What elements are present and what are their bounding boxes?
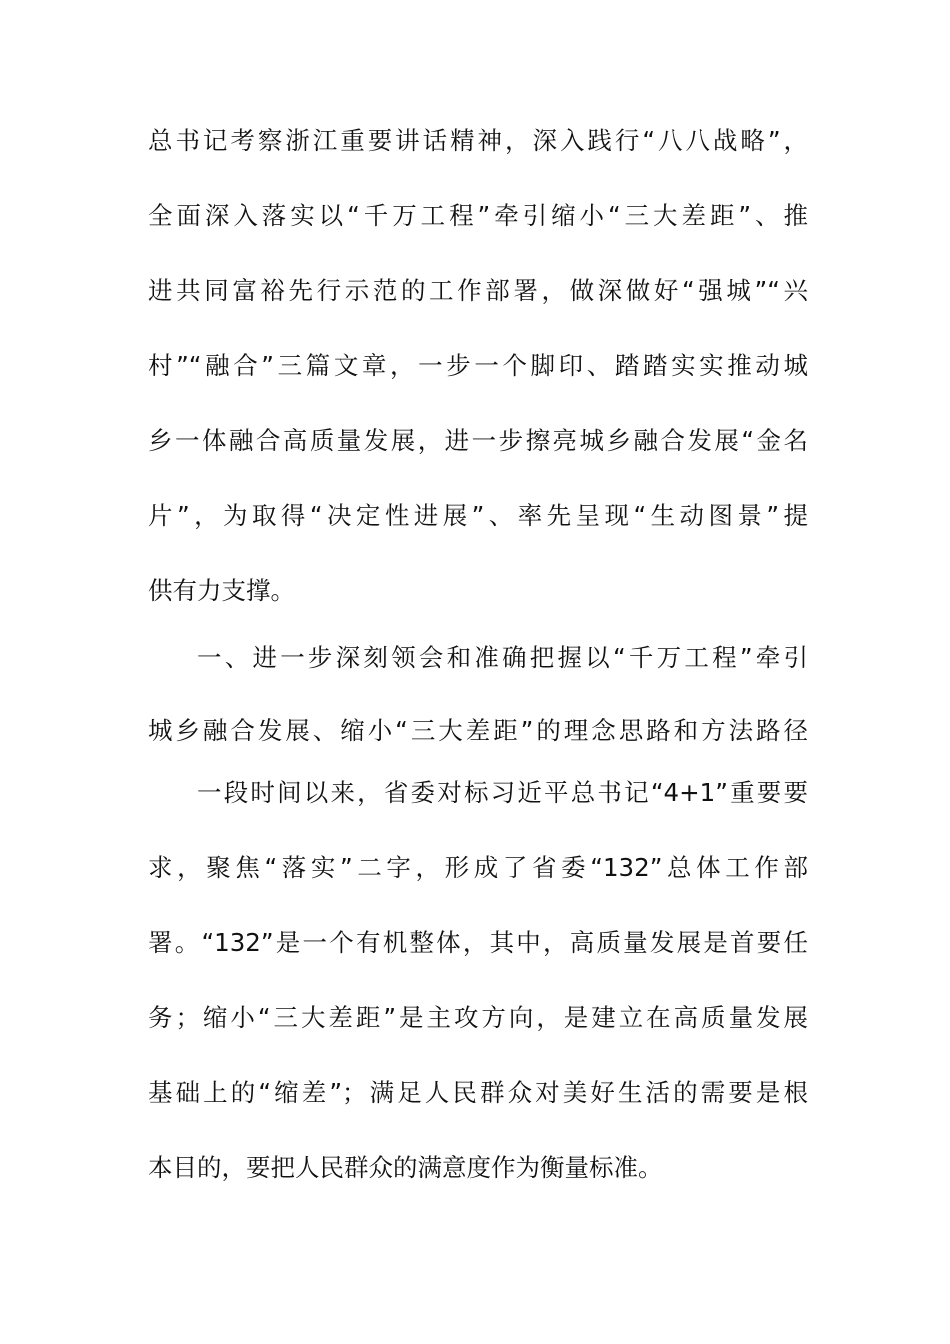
paragraph-2-line-4: 务；缩小“三大差距”是主攻方向，是建立在高质量发展 [148, 1003, 808, 1032]
paragraph-2-line-3: 署。“132”是一个有机整体，其中，高质量发展是首要任 [148, 928, 808, 957]
paragraph-1-line-6: 片”，为取得“决定性进展”、率先呈现“生动图景”提 [148, 501, 808, 530]
paragraph-2-line-5: 基础上的“缩差”；满足人民群众对美好生活的需要是根 [148, 1078, 808, 1107]
section-heading-line-2: 城乡融合发展、缩小“三大差距”的理念思路和方法路径 [148, 716, 808, 745]
paragraph-1-line-1: 总书记考察浙江重要讲话精神，深入践行“八八战略”， [148, 126, 808, 155]
paragraph-1-line-7: 供有力支撑。 [148, 576, 295, 605]
paragraph-1-line-4: 村”“融合”三篇文章，一步一个脚印、踏踏实实推动城 [148, 351, 808, 380]
section-heading-line-1: 一、进一步深刻领会和准确把握以“千万工程”牵引 [197, 643, 808, 672]
paragraph-1-line-5: 乡一体融合高质量发展，进一步擦亮城乡融合发展“金名 [148, 426, 808, 455]
paragraph-1-line-2: 全面深入落实以“千万工程”牵引缩小“三大差距”、推 [148, 201, 808, 230]
paragraph-2-line-1: 一段时间以来，省委对标习近平总书记“4+1”重要要 [197, 778, 808, 807]
paragraph-2-line-2: 求，聚焦“落实”二字，形成了省委“132”总体工作部 [148, 853, 808, 882]
paragraph-2-line-6: 本目的，要把人民群众的满意度作为衡量标准。 [148, 1153, 663, 1182]
paragraph-1-line-3: 进共同富裕先行示范的工作部署，做深做好“强城”“兴 [148, 276, 808, 305]
